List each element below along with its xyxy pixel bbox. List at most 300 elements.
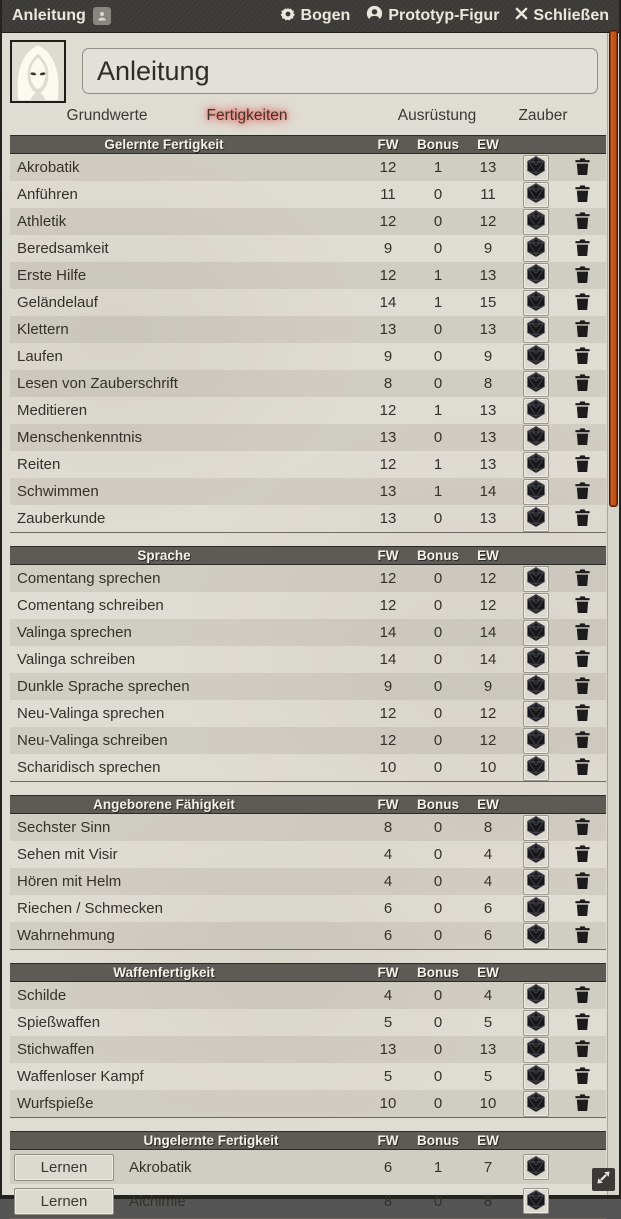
skill-fw-value: 12: [379, 267, 397, 284]
delete-skill-button[interactable]: [574, 817, 591, 839]
skill-bonus-value: 0: [433, 987, 443, 1004]
skill-name: Waffenloser Kampf: [17, 1068, 144, 1085]
roll-die-button[interactable]: [523, 842, 549, 868]
skill-fw-value: 5: [383, 1014, 393, 1031]
skill-ew-value: 8: [483, 375, 493, 392]
skill-fw-value: 4: [383, 987, 393, 1004]
tab-0[interactable]: Grundwerte: [66, 107, 148, 124]
prototype-figure-label: Prototyp-Figur: [388, 7, 500, 24]
skill-row: [10, 673, 606, 700]
skill-ew-value: 10: [479, 1095, 497, 1112]
prototype-figure-button[interactable]: [366, 5, 499, 27]
trash-icon: [574, 1066, 591, 1088]
trash-icon: [574, 568, 591, 590]
sheet-settings-label: Bogen: [300, 7, 351, 24]
roll-die-button[interactable]: [523, 647, 549, 673]
delete-skill-button[interactable]: [574, 481, 591, 503]
delete-skill-button[interactable]: [574, 985, 591, 1007]
skill-bonus-value: 0: [433, 240, 443, 257]
column-header-bonus: Bonus: [417, 137, 459, 152]
skill-name: Spießwaffen: [17, 1014, 101, 1031]
skill-ew-value: 9: [483, 678, 493, 695]
skill-bonus-value: 1: [433, 267, 443, 284]
skill-name: Schwimmen: [17, 483, 99, 500]
roll-die-button[interactable]: [523, 236, 549, 262]
d20-die-icon: [525, 452, 547, 477]
titlebar-left: [12, 7, 111, 25]
d20-die-icon: [525, 701, 547, 726]
skill-row: [10, 1150, 606, 1184]
d20-die-icon: [525, 398, 547, 423]
column-header-ew: EW: [477, 137, 499, 152]
d20-die-icon: [525, 842, 547, 867]
roll-die-button[interactable]: [523, 479, 549, 505]
skill-ew-value: 13: [479, 321, 497, 338]
skill-row: [10, 343, 606, 370]
d20-die-icon: [525, 506, 547, 531]
skill-fw-value: 13: [379, 510, 397, 527]
skill-name: Erste Hilfe: [17, 267, 87, 284]
skill-fw-value: 8: [383, 1192, 393, 1210]
roll-die-button[interactable]: [523, 290, 549, 316]
roll-die-button[interactable]: [523, 371, 549, 397]
skill-bonus-value: 0: [433, 375, 443, 392]
tab-1[interactable]: Fertigkeiten: [206, 107, 288, 124]
skill-row: [10, 397, 606, 424]
trash-icon: [574, 238, 591, 260]
skill-name: Akrobatik: [17, 159, 80, 176]
skill-bonus-value: 1: [433, 483, 443, 500]
skill-fw-value: 5: [383, 1068, 393, 1085]
titlebar: [2, 0, 619, 33]
skill-ew-value: 15: [479, 294, 497, 311]
d20-die-icon: [525, 566, 547, 591]
d20-die-icon: [525, 1064, 547, 1089]
table-header-row: [10, 546, 606, 565]
skill-row: [10, 814, 606, 841]
gear-icon: [280, 6, 296, 27]
delete-skill-button[interactable]: [574, 1012, 591, 1034]
skill-bonus-value: 0: [433, 651, 443, 668]
skill-row: [10, 727, 606, 754]
scrollbar-thumb[interactable]: [609, 30, 618, 507]
skill-name: Comentang schreiben: [17, 597, 164, 614]
skill-ew-value: 13: [479, 510, 497, 527]
close-button[interactable]: [515, 7, 609, 25]
skill-row: [10, 208, 606, 235]
roll-die-button[interactable]: [523, 398, 549, 424]
skill-name: Hören mit Helm: [17, 873, 122, 890]
skill-fw-value: 6: [383, 900, 393, 917]
delete-skill-button[interactable]: [574, 568, 591, 590]
skill-bonus-value: 0: [433, 186, 443, 203]
skill-row: [10, 262, 606, 289]
skill-name: Lesen von Zauberschrift: [17, 375, 178, 392]
trash-icon: [574, 817, 591, 839]
trash-icon: [574, 703, 591, 725]
skill-name: Valinga sprechen: [17, 624, 132, 641]
skill-ew-value: 11: [480, 186, 496, 203]
trash-icon: [574, 1039, 591, 1061]
trash-icon: [574, 757, 591, 779]
skill-fw-value: 9: [383, 348, 393, 365]
roll-die-button[interactable]: [523, 1091, 549, 1117]
skill-name: Schilde: [17, 987, 67, 1004]
skill-fw-value: 4: [383, 846, 393, 863]
skill-bonus-value: 1: [433, 456, 443, 473]
d20-die-icon: [525, 674, 547, 699]
skill-fw-value: 12: [379, 456, 397, 473]
trash-icon: [574, 157, 591, 179]
skill-fw-value: 9: [383, 240, 393, 257]
skill-bonus-value: 0: [433, 1041, 443, 1058]
skill-table: [10, 1131, 606, 1219]
delete-skill-button[interactable]: [574, 757, 591, 779]
skill-row: [10, 1036, 606, 1063]
skill-ew-value: 13: [479, 267, 497, 284]
roll-die-button[interactable]: [523, 263, 549, 289]
skill-bonus-value: 0: [433, 927, 443, 944]
trash-icon: [574, 508, 591, 530]
d20-die-icon: [525, 344, 547, 369]
delete-skill-button[interactable]: [574, 676, 591, 698]
delete-skill-button[interactable]: [574, 427, 591, 449]
trash-icon: [574, 346, 591, 368]
roll-die-button[interactable]: [523, 566, 549, 592]
roll-die-button[interactable]: [523, 182, 549, 208]
column-header-bonus: Bonus: [417, 548, 459, 563]
roll-die-button[interactable]: [523, 620, 549, 646]
skill-name: Laufen: [17, 348, 63, 365]
roll-die-button[interactable]: [523, 1064, 549, 1090]
skill-name: Wahrnehmung: [17, 927, 115, 944]
roll-die-button[interactable]: [523, 923, 549, 949]
column-header-fw: FW: [377, 137, 399, 152]
roll-die-button[interactable]: [523, 1188, 549, 1214]
skill-ew-value: 9: [483, 348, 493, 365]
roll-die-button[interactable]: [523, 425, 549, 451]
tab-3[interactable]: Zauber: [518, 107, 568, 124]
skill-row: [10, 451, 606, 478]
skill-ew-value: 7: [483, 1158, 493, 1176]
skill-row: [10, 646, 606, 673]
skill-fw-value: 6: [383, 1158, 393, 1176]
table-title: Angeborene Fähigkeit: [93, 797, 235, 812]
skill-fw-value: 13: [379, 1041, 397, 1058]
skill-ew-value: 13: [479, 402, 497, 419]
d20-die-icon: [525, 983, 547, 1008]
skill-fw-value: 10: [379, 1095, 397, 1112]
avatar[interactable]: [10, 40, 66, 103]
roll-die-button[interactable]: [523, 155, 549, 181]
column-header-fw: FW: [377, 965, 399, 980]
skill-row: [10, 235, 606, 262]
trash-icon: [574, 844, 591, 866]
column-header-fw: FW: [377, 1133, 399, 1148]
learn-button[interactable]: Lernen: [14, 1154, 114, 1181]
skill-table: [10, 795, 606, 950]
column-header-bonus: Bonus: [417, 965, 459, 980]
skill-name: Geländelauf: [17, 294, 98, 311]
trash-icon: [574, 925, 591, 947]
roll-die-button[interactable]: [523, 869, 549, 895]
trash-icon: [574, 649, 591, 671]
skill-ew-value: 13: [479, 429, 497, 446]
skill-row: [10, 700, 606, 727]
d20-die-icon: [525, 263, 547, 288]
skill-fw-value: 14: [379, 624, 397, 641]
delete-skill-button[interactable]: [574, 319, 591, 341]
d20-die-icon: [525, 1189, 547, 1214]
skill-bonus-value: 0: [433, 873, 443, 890]
d20-die-icon: [525, 755, 547, 780]
skill-bonus-value: 0: [433, 321, 443, 338]
skill-fw-value: 9: [383, 678, 393, 695]
skill-name: Scharidisch sprechen: [17, 759, 161, 776]
d20-die-icon: [525, 290, 547, 315]
trash-icon: [574, 454, 591, 476]
skill-bonus-value: 0: [433, 510, 443, 527]
trash-icon: [574, 373, 591, 395]
roll-die-button[interactable]: [523, 1037, 549, 1063]
skill-row: [10, 754, 606, 781]
skill-bonus-value: 0: [433, 732, 443, 749]
delete-skill-button[interactable]: [574, 265, 591, 287]
skill-bonus-value: 1: [433, 402, 443, 419]
roll-die-button[interactable]: [523, 317, 549, 343]
delete-skill-button[interactable]: [574, 238, 591, 260]
skill-fw-value: 11: [380, 186, 396, 203]
skill-ew-value: 14: [479, 483, 497, 500]
trash-icon: [574, 730, 591, 752]
skill-ew-value: 13: [479, 1041, 497, 1058]
delete-skill-button[interactable]: [574, 157, 591, 179]
skill-fw-value: 12: [379, 402, 397, 419]
skill-ew-value: 12: [479, 213, 497, 230]
skill-bonus-value: 0: [433, 570, 443, 587]
delete-skill-button[interactable]: [574, 925, 591, 947]
skill-bonus-value: 0: [433, 819, 443, 836]
delete-skill-button[interactable]: [574, 730, 591, 752]
skill-fw-value: 14: [379, 651, 397, 668]
skill-fw-value: 12: [379, 597, 397, 614]
window-title: Anleitung: [12, 7, 86, 24]
skill-fw-value: 12: [379, 705, 397, 722]
skill-ew-value: 14: [479, 624, 497, 641]
skill-bonus-value: 1: [433, 294, 443, 311]
delete-skill-button[interactable]: [574, 595, 591, 617]
skill-ew-value: 12: [479, 732, 497, 749]
delete-skill-button[interactable]: [574, 508, 591, 530]
d20-die-icon: [525, 317, 547, 342]
skill-row: [10, 841, 606, 868]
resize-handle-icon: [596, 1170, 611, 1190]
d20-die-icon: [525, 236, 547, 261]
skill-row: [10, 1184, 606, 1218]
skill-name: Klettern: [17, 321, 69, 338]
d20-die-icon: [525, 620, 547, 645]
character-name-input[interactable]: [82, 48, 598, 94]
skill-row: [10, 619, 606, 646]
delete-skill-button[interactable]: [574, 1093, 591, 1115]
roll-die-button[interactable]: [523, 209, 549, 235]
skill-name: Dunkle Sprache sprechen: [17, 678, 190, 695]
delete-skill-button[interactable]: [574, 871, 591, 893]
skill-bonus-value: 0: [433, 429, 443, 446]
skill-row: [10, 154, 606, 181]
delete-skill-button[interactable]: [574, 211, 591, 233]
column-header-bonus: Bonus: [417, 797, 459, 812]
skill-name: Sehen mit Visir: [17, 846, 118, 863]
skill-bonus-value: 0: [433, 1192, 443, 1210]
skill-ew-value: 4: [483, 846, 493, 863]
skill-fw-value: 6: [383, 927, 393, 944]
roll-die-button[interactable]: [523, 506, 549, 532]
d20-die-icon: [525, 593, 547, 618]
skill-row: [10, 316, 606, 343]
delete-skill-button[interactable]: [574, 1039, 591, 1061]
skill-bonus-value: 0: [433, 213, 443, 230]
d20-die-icon: [525, 647, 547, 672]
skill-ew-value: 8: [483, 1192, 493, 1210]
skill-table: [10, 546, 606, 782]
roll-die-button[interactable]: [523, 896, 549, 922]
roll-die-button[interactable]: [523, 815, 549, 841]
roll-die-button[interactable]: [523, 701, 549, 727]
roll-die-button[interactable]: [523, 593, 549, 619]
skill-bonus-value: 0: [433, 624, 443, 641]
scrollbar-track[interactable]: [607, 33, 619, 1195]
skill-row: [10, 922, 606, 949]
trash-icon: [574, 676, 591, 698]
delete-skill-button[interactable]: [574, 622, 591, 644]
trash-icon: [574, 319, 591, 341]
skill-ew-value: 5: [483, 1014, 493, 1031]
skill-ew-value: 8: [483, 819, 493, 836]
skill-fw-value: 14: [379, 294, 397, 311]
skill-fw-value: 13: [379, 429, 397, 446]
skill-row: [10, 289, 606, 316]
skill-bonus-value: 1: [433, 159, 443, 176]
roll-die-button[interactable]: [523, 452, 549, 478]
d20-die-icon: [525, 923, 547, 948]
d20-die-icon: [525, 182, 547, 207]
d20-die-icon: [525, 479, 547, 504]
roll-die-button[interactable]: [523, 728, 549, 754]
d20-die-icon: [525, 1010, 547, 1035]
d20-die-icon: [525, 371, 547, 396]
skill-name: Neu-Valinga schreiben: [17, 732, 168, 749]
resize-handle[interactable]: [592, 1168, 615, 1191]
column-header-bonus: Bonus: [417, 1133, 459, 1148]
roll-die-button[interactable]: [523, 1010, 549, 1036]
skill-fw-value: 12: [379, 570, 397, 587]
delete-skill-button[interactable]: [574, 346, 591, 368]
delete-skill-button[interactable]: [574, 649, 591, 671]
skill-name: Comentang sprechen: [17, 570, 161, 587]
delete-skill-button[interactable]: [574, 844, 591, 866]
skill-ew-value: 4: [483, 987, 493, 1004]
skill-row: [10, 868, 606, 895]
trash-icon: [574, 481, 591, 503]
table-header-row: [10, 963, 606, 982]
d20-die-icon: [525, 155, 547, 180]
skill-name: Menschenkenntnis: [17, 429, 143, 446]
table-title: Ungelernte Fertigkeit: [143, 1133, 279, 1148]
roll-die-button[interactable]: [523, 755, 549, 781]
skill-row: [10, 370, 606, 397]
skill-row: [10, 478, 606, 505]
trash-icon: [574, 265, 591, 287]
skill-name: Reiten: [17, 456, 61, 473]
skill-bonus-value: 1: [433, 1158, 443, 1176]
skill-fw-value: 10: [379, 759, 397, 776]
d20-die-icon: [525, 869, 547, 894]
roll-die-button[interactable]: [523, 1154, 549, 1180]
roll-die-button[interactable]: [523, 983, 549, 1009]
delete-skill-button[interactable]: [574, 292, 591, 314]
tab-2[interactable]: Ausrüstung: [397, 107, 477, 124]
d20-die-icon: [525, 728, 547, 753]
close-label: Schließen: [533, 7, 609, 24]
column-header-ew: EW: [477, 1133, 499, 1148]
sheet-settings-button[interactable]: [280, 6, 351, 27]
skill-name: Neu-Valinga sprechen: [17, 705, 165, 722]
delete-skill-button[interactable]: [574, 400, 591, 422]
delete-skill-button[interactable]: [574, 454, 591, 476]
skill-bonus-value: 0: [433, 1068, 443, 1085]
hooded-figure-icon: [12, 88, 64, 105]
skill-bonus-value: 0: [433, 678, 443, 695]
d20-die-icon: [525, 209, 547, 234]
delete-skill-button[interactable]: [574, 898, 591, 920]
skill-ew-value: 13: [479, 159, 497, 176]
skill-ew-value: 6: [483, 900, 493, 917]
skill-name: Sechster Sinn: [17, 819, 111, 836]
skill-row: [10, 1009, 606, 1036]
column-header-ew: EW: [477, 548, 499, 563]
trash-icon: [574, 1093, 591, 1115]
delete-skill-button[interactable]: [574, 373, 591, 395]
table-header-row: [10, 135, 606, 154]
trash-icon: [574, 985, 591, 1007]
table-title: Waffenfertigkeit: [113, 965, 215, 980]
trash-icon: [574, 211, 591, 233]
column-header-fw: FW: [377, 797, 399, 812]
tab-bar: [2, 107, 619, 129]
skill-row: [10, 982, 606, 1009]
learn-button[interactable]: Lernen: [14, 1188, 114, 1215]
skill-bonus-value: 0: [433, 1014, 443, 1031]
roll-die-button[interactable]: [523, 344, 549, 370]
skill-ew-value: 10: [479, 759, 497, 776]
tables: [10, 135, 606, 1219]
d20-die-icon: [525, 425, 547, 450]
skill-row: [10, 1063, 606, 1090]
roll-die-button[interactable]: [523, 674, 549, 700]
delete-skill-button[interactable]: [574, 703, 591, 725]
skill-name: Anführen: [17, 186, 78, 203]
trash-icon: [574, 292, 591, 314]
trash-icon: [574, 1012, 591, 1034]
skill-name: Zauberkunde: [17, 510, 106, 527]
skill-name: Athletik: [17, 213, 67, 230]
table-header-row: [10, 1131, 606, 1150]
column-header-ew: EW: [477, 797, 499, 812]
skill-name: Stichwaffen: [17, 1041, 95, 1058]
delete-skill-button[interactable]: [574, 1066, 591, 1088]
delete-skill-button[interactable]: [574, 184, 591, 206]
